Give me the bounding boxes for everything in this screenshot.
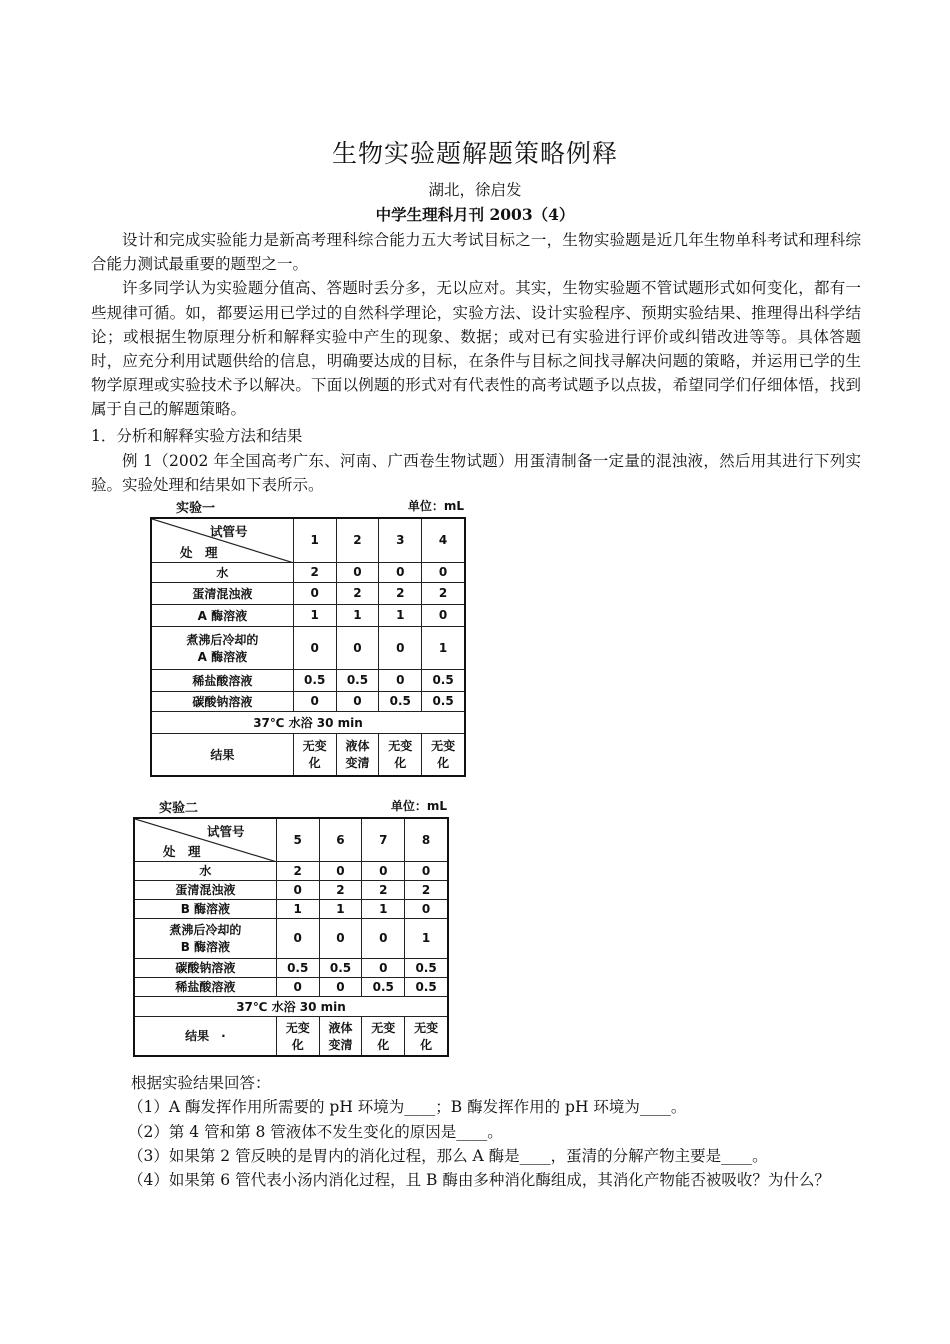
- question-4: （4）如果第 6 管代表小汤内消化过程，且 B 酶由多种消化酶组成，其消化产物能否被吸收？为什么？: [128, 1171, 830, 1190]
- cell: 0.5: [422, 669, 465, 691]
- question-3: （3）如果第 2 管反映的是胃内的消化过程，那么 A 酶是____，蛋清的分解产物主要是____。: [128, 1146, 768, 1165]
- table-row: [134, 899, 448, 918]
- tube-number: 3: [379, 518, 422, 562]
- cell: 1: [336, 604, 379, 626]
- table-row: [134, 918, 448, 958]
- cell: 0.5: [293, 669, 336, 691]
- result-cell: 液体 变清: [336, 733, 379, 776]
- cell: 0: [319, 918, 362, 958]
- header-treatment-label: 处 理: [180, 545, 218, 560]
- cell: 0.5: [405, 958, 448, 977]
- questions-intro: 根据实验结果回答：: [131, 1074, 271, 1092]
- result-cell: 无变 化: [405, 1016, 448, 1056]
- result-cell: 无变 化: [276, 1016, 319, 1056]
- row-label: 煮沸后冷却的 A 酶溶液: [151, 626, 293, 669]
- cell: 0: [293, 626, 336, 669]
- cell: 2: [336, 582, 379, 604]
- cell: 1: [422, 626, 465, 669]
- cell: 2: [276, 861, 319, 880]
- cell: 1: [362, 899, 405, 918]
- cell: 0: [336, 626, 379, 669]
- cell: 0: [379, 626, 422, 669]
- cell: 1: [293, 604, 336, 626]
- tube-number: 4: [422, 518, 465, 562]
- diagonal-line-icon: [135, 819, 277, 862]
- row-label: 水: [134, 861, 276, 880]
- cell: 0: [379, 669, 422, 691]
- table-2-label: 实验二: [159, 801, 199, 816]
- question-2: （2）第 4 管和第 8 管液体不发生变化的原因是____。: [128, 1122, 503, 1141]
- questions-block: [128, 1071, 830, 1192]
- experiment-2-table-block: [133, 797, 449, 1057]
- table-row: [151, 626, 465, 669]
- condition-row: 37℃ 水浴 30 min: [151, 711, 465, 733]
- table-row: [151, 582, 465, 604]
- cell: 0.5: [405, 977, 448, 996]
- paragraph-1: 设计和完成实验能力是新高考理科综合能力五大考试目标之一，生物实验题是近几年生物单科考试和理科综合能力测试最重要的题型之一。: [91, 231, 861, 274]
- row-label: 蛋清混浊液: [134, 880, 276, 899]
- cell: 0: [293, 582, 336, 604]
- cell: 0: [362, 861, 405, 880]
- row-label: 水: [151, 562, 293, 582]
- table-2-diagonal-header: [134, 818, 276, 861]
- table-row: [134, 880, 448, 899]
- cell: 0.5: [422, 691, 465, 711]
- row-label: 稀盐酸溶液: [151, 669, 293, 691]
- cell: 0: [336, 691, 379, 711]
- result-cell: 无变 化: [293, 733, 336, 776]
- cell: 0: [362, 958, 405, 977]
- cell: 0.5: [276, 958, 319, 977]
- cell: 1: [276, 899, 319, 918]
- row-label: 蛋清混浊液: [151, 582, 293, 604]
- paragraph-2: 许多同学认为实验题分值高、答题时丢分多，无以应对。其实，生物实验题不管试题形式如何变化，都有一些规律可循。如，都要运用已学过的自然科学理论，实验方法、设计实验程序、预期实验结果、推理得出科学结论；或根据生物原理分析和解释实验中产生的现象、数据；或对已有实验进行评价或纠错改进等等。具体答题时，应充分利用试题供给的信息，明确要达成的目标，在条件与目标之间找寻解决问题的策略，并运用已学的生物学原理或实验技术予以解决。下面以例题的形式对有代表性的高考试题予以点拔，希望同学们仔细体悟，找到属于自己的解题策略。: [91, 279, 861, 419]
- row-label: B 酶溶液: [134, 899, 276, 918]
- experiment-1-table-block: [150, 497, 466, 777]
- tube-number: 5: [276, 818, 319, 861]
- cell: 0: [293, 691, 336, 711]
- cell: 0.5: [336, 669, 379, 691]
- result-cell: 无变 化: [362, 1016, 405, 1056]
- table-row: [151, 604, 465, 626]
- table-2-unit: 单位：mL: [390, 799, 447, 813]
- cell: 0: [379, 562, 422, 582]
- cell: 0: [319, 861, 362, 880]
- table-1-diagonal-header: [151, 518, 293, 562]
- author-line: 湖北，徐启发: [428, 181, 522, 199]
- cell: 0: [319, 977, 362, 996]
- tube-number: 1: [293, 518, 336, 562]
- cell: 2: [379, 582, 422, 604]
- experiment-1-table: [150, 517, 466, 777]
- intro-text: [91, 228, 861, 422]
- cell: 0.5: [319, 958, 362, 977]
- cell: 0: [336, 562, 379, 582]
- condition-row: 37℃ 水浴 30 min: [134, 996, 448, 1016]
- section-heading: [91, 424, 861, 448]
- question-1: （1）A 酶发挥作用所需要的 pH 环境为____；B 酶发挥作用的 pH 环境为____。: [128, 1098, 687, 1117]
- example-1: [91, 449, 861, 497]
- cell: 0: [276, 977, 319, 996]
- row-label: 碳酸钠溶液: [134, 958, 276, 977]
- result-label: 结果 ·: [134, 1016, 276, 1056]
- tube-number: 8: [405, 818, 448, 861]
- row-label: 稀盐酸溶液: [134, 977, 276, 996]
- table-row: [151, 669, 465, 691]
- table-row: [134, 958, 448, 977]
- cell: 0: [422, 562, 465, 582]
- table-row: [134, 861, 448, 880]
- result-cell: 无变 化: [422, 733, 465, 776]
- cell: 0: [276, 918, 319, 958]
- cell: 2: [405, 880, 448, 899]
- cell: 2: [293, 562, 336, 582]
- tube-number: 6: [319, 818, 362, 861]
- table-row: [151, 733, 465, 776]
- cell: 0: [405, 861, 448, 880]
- cell: 0: [362, 918, 405, 958]
- cell: 1: [405, 918, 448, 958]
- header-tube-label: 试管号: [210, 524, 248, 539]
- table-row: [151, 562, 465, 582]
- document-title: 生物实验题解题策略例释: [331, 139, 618, 168]
- cell: 1: [319, 899, 362, 918]
- table-row: [134, 1016, 448, 1056]
- cell: 0: [405, 899, 448, 918]
- result-label: 结果: [151, 733, 293, 776]
- row-label: A 酶溶液: [151, 604, 293, 626]
- experiment-2-table: [133, 817, 449, 1057]
- example-1-text: 例 1（2002 年全国高考广东、河南、广西卷生物试题）用蛋清制备一定量的混浊液，然后用其进行下列实验。实验处理和结果如下表所示。: [91, 452, 861, 495]
- result-cell: 无变 化: [379, 733, 422, 776]
- table-row: [151, 691, 465, 711]
- cell: 0.5: [362, 977, 405, 996]
- cell: 2: [422, 582, 465, 604]
- cell: 0: [276, 880, 319, 899]
- cell: 1: [379, 604, 422, 626]
- cell: 0.5: [379, 691, 422, 711]
- header-tube-label: 试管号: [207, 824, 245, 839]
- result-cell: 液体 变清: [319, 1016, 362, 1056]
- header-treatment-label: 处 理: [163, 844, 201, 859]
- table-row: [151, 711, 465, 733]
- table-1-label: 实验一: [176, 501, 216, 516]
- source-line: 中学生理科月刊 2003（4）: [375, 205, 575, 224]
- cell: 2: [362, 880, 405, 899]
- table-row: [134, 996, 448, 1016]
- row-label: 煮沸后冷却的 B 酶溶液: [134, 918, 276, 958]
- tube-number: 7: [362, 818, 405, 861]
- row-label: 碳酸钠溶液: [151, 691, 293, 711]
- cell: 2: [319, 880, 362, 899]
- table-1-unit: 单位：mL: [407, 499, 464, 513]
- section-1-title: 1．分析和解释实验方法和结果: [91, 427, 303, 445]
- table-row: [134, 977, 448, 996]
- tube-number: 2: [336, 518, 379, 562]
- cell: 0: [422, 604, 465, 626]
